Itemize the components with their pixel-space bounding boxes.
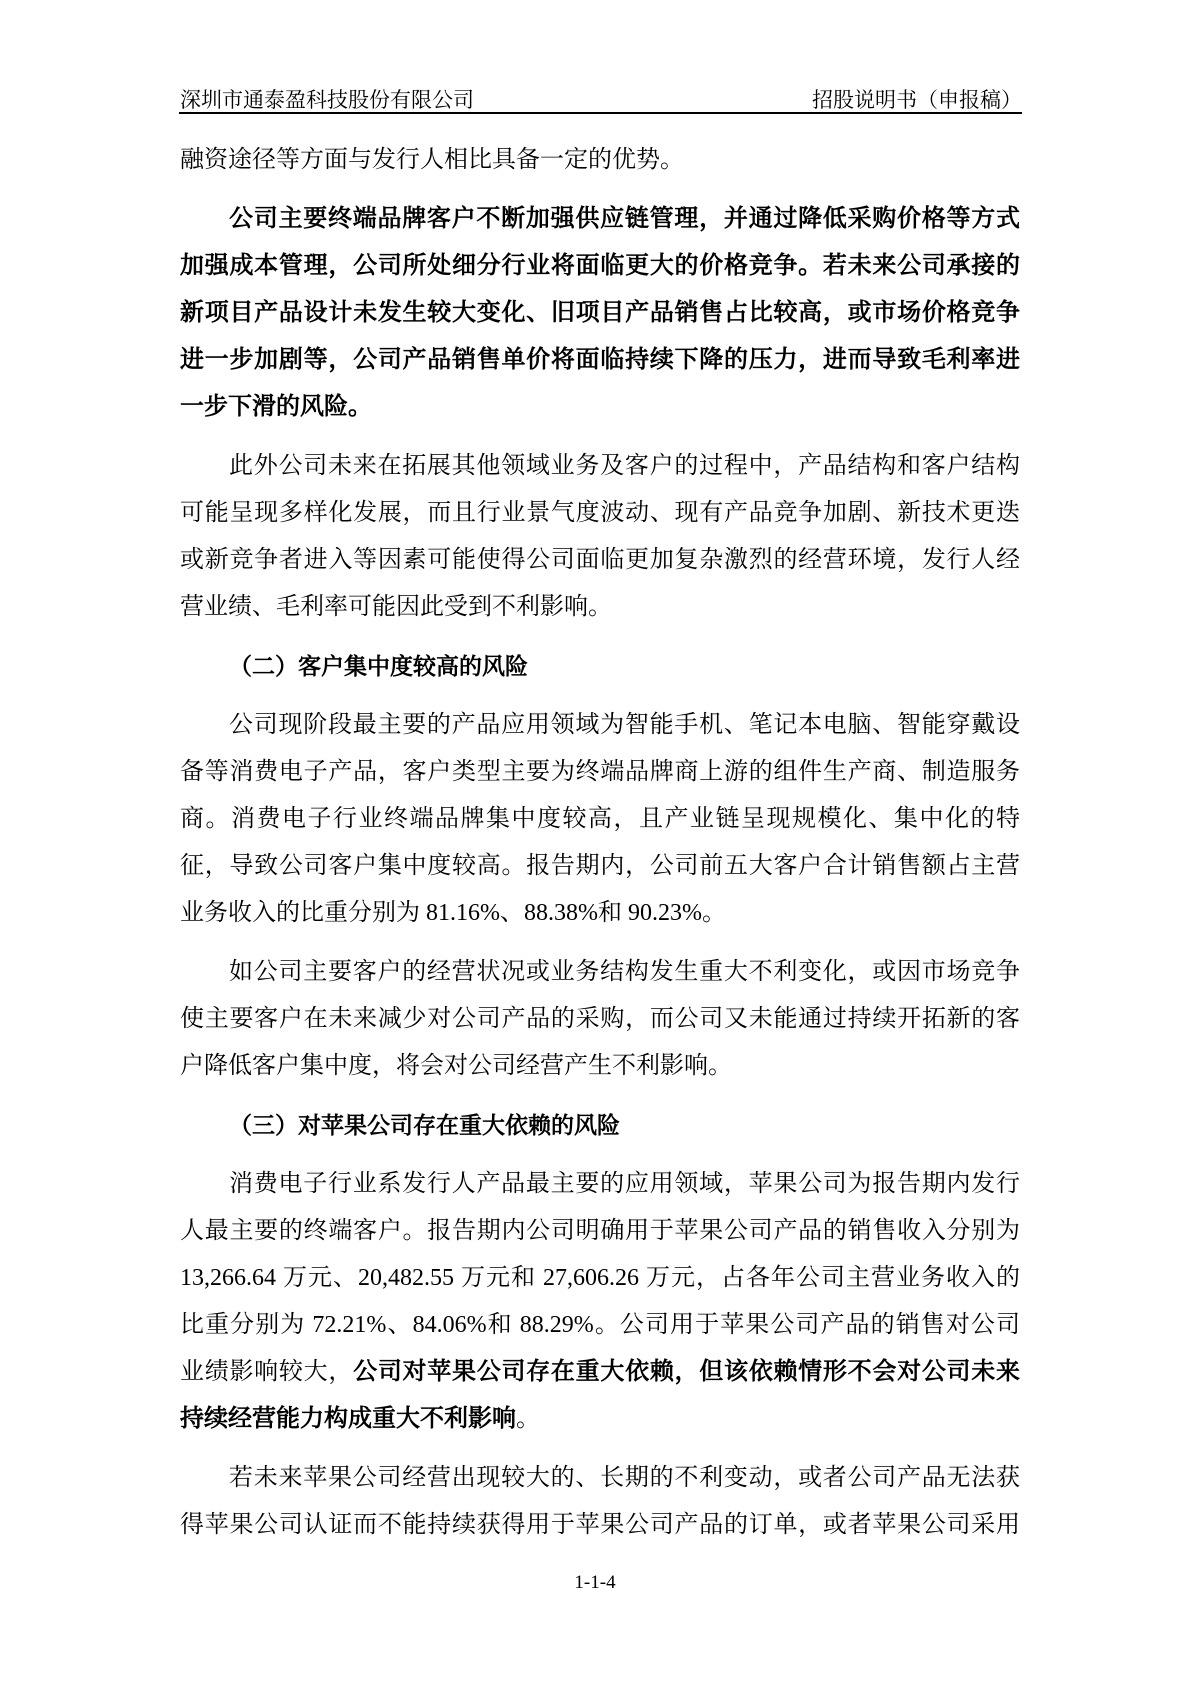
text-normal: 业绩影响较大， xyxy=(180,1359,354,1385)
paragraph xyxy=(180,949,1020,1090)
heading-text: （三）对苹果公司存在重大依赖的风险 xyxy=(229,1112,620,1138)
bold-paragraph-price-risk xyxy=(180,196,1020,431)
company-name: 深圳市通泰盈科技股份有限公司 xyxy=(180,88,474,112)
text-line: 公司主要终端品牌客户不断加强供应链管理，并通过降低采购价格等方式 xyxy=(229,206,1020,232)
text-line: 或新竞争者进入等因素可能使得公司面临更加复杂激烈的经营环境，发行人经 xyxy=(180,547,1020,573)
text-bold: 公司对苹果公司存在重大依赖，但该依赖情形不会对公司未来 xyxy=(353,1359,1021,1385)
text-line: 营业绩、毛利率可能因此受到不利影响。 xyxy=(180,594,612,620)
page-header xyxy=(180,84,1022,114)
text-line: 一步下滑的风险。 xyxy=(180,394,372,420)
text-line: 如公司主要客户的经营状况或业务结构发生重大不利变化，或因市场竞争 xyxy=(229,959,1020,985)
section-heading xyxy=(180,643,1020,690)
text-line xyxy=(180,1349,1020,1396)
text-line: 此外公司未来在拓展其他领域业务及客户的过程中，产品结构和客户结构 xyxy=(229,453,1020,479)
text-line: 融资途径等方面与发行人相比具备一定的优势。 xyxy=(180,147,684,173)
text-line: 进一步加剧等，公司产品销售单价将面临持续下降的压力，进而导致毛利率进 xyxy=(180,347,1020,373)
text-line: 若未来苹果公司经营出现较大的、长期的不利变动，或者公司产品无法获 xyxy=(229,1465,1020,1491)
text-line xyxy=(180,1396,1020,1443)
text-normal: 。 xyxy=(516,1406,540,1432)
text-line: 人最主要的终端客户。报告期内公司明确用于苹果公司产品的销售收入分别为 xyxy=(180,1218,1020,1244)
text-line: 商。消费电子行业终端品牌集中度较高，且产业链呈现规模化、集中化的特 xyxy=(180,806,1020,832)
text-line: 户降低客户集中度，将会对公司经营产生不利影响。 xyxy=(180,1053,732,1079)
text-line: 业务收入的比重分别为 81.16%、88.38%和 90.23%。 xyxy=(180,900,726,926)
text-line: 备等消费电子产品，客户类型主要为终端品牌商上游的组件生产商、制造服务 xyxy=(180,759,1020,785)
paragraph xyxy=(180,137,1020,184)
text-line: 得苹果公司认证而不能持续获得用于苹果公司产品的订单，或者苹果公司采用 xyxy=(180,1512,1020,1538)
paragraph xyxy=(180,1161,1020,1443)
heading-text: （二）客户集中度较高的风险 xyxy=(229,653,528,679)
text-line: 13,266.64 万元、20,482.55 万元和 27,606.26 万元，占各年公司主营业务收入的 xyxy=(180,1265,1020,1291)
document-body xyxy=(180,137,1020,1561)
text-line: 新项目产品设计未发生较大变化、旧项目产品销售占比较高，或市场价格竞争 xyxy=(180,300,1020,326)
document-title: 招股说明书（申报稿） xyxy=(812,88,1022,112)
text-line: 公司现阶段最主要的产品应用领域为智能手机、笔记本电脑、智能穿戴设 xyxy=(229,712,1020,738)
text-bold: 持续经营能力构成重大不利影响 xyxy=(180,1406,516,1432)
text-line: 加强成本管理，公司所处细分行业将面临更大的价格竞争。若未来公司承接的 xyxy=(180,253,1020,279)
text-line: 征，导致公司客户集中度较高。报告期内，公司前五大客户合计销售额占主营 xyxy=(180,853,1020,879)
text-line: 消费电子行业系发行人产品最主要的应用领域，苹果公司为报告期内发行 xyxy=(229,1171,1020,1197)
paragraph xyxy=(180,1455,1020,1549)
text-line: 使主要客户在未来减少对公司产品的采购，而公司又未能通过持续开拓新的客 xyxy=(180,1006,1020,1032)
text-line: 可能呈现多样化发展，而且行业景气度波动、现有产品竞争加剧、新技术更迭 xyxy=(180,500,1020,526)
page-number: 1-1-4 xyxy=(574,1572,616,1593)
text-line: 比重分别为 72.21%、84.06%和 88.29%。公司用于苹果公司产品的销售对公司 xyxy=(180,1312,1020,1338)
header-rule xyxy=(179,112,1022,114)
paragraph xyxy=(180,702,1020,937)
paragraph xyxy=(180,443,1020,631)
section-heading xyxy=(180,1102,1020,1149)
